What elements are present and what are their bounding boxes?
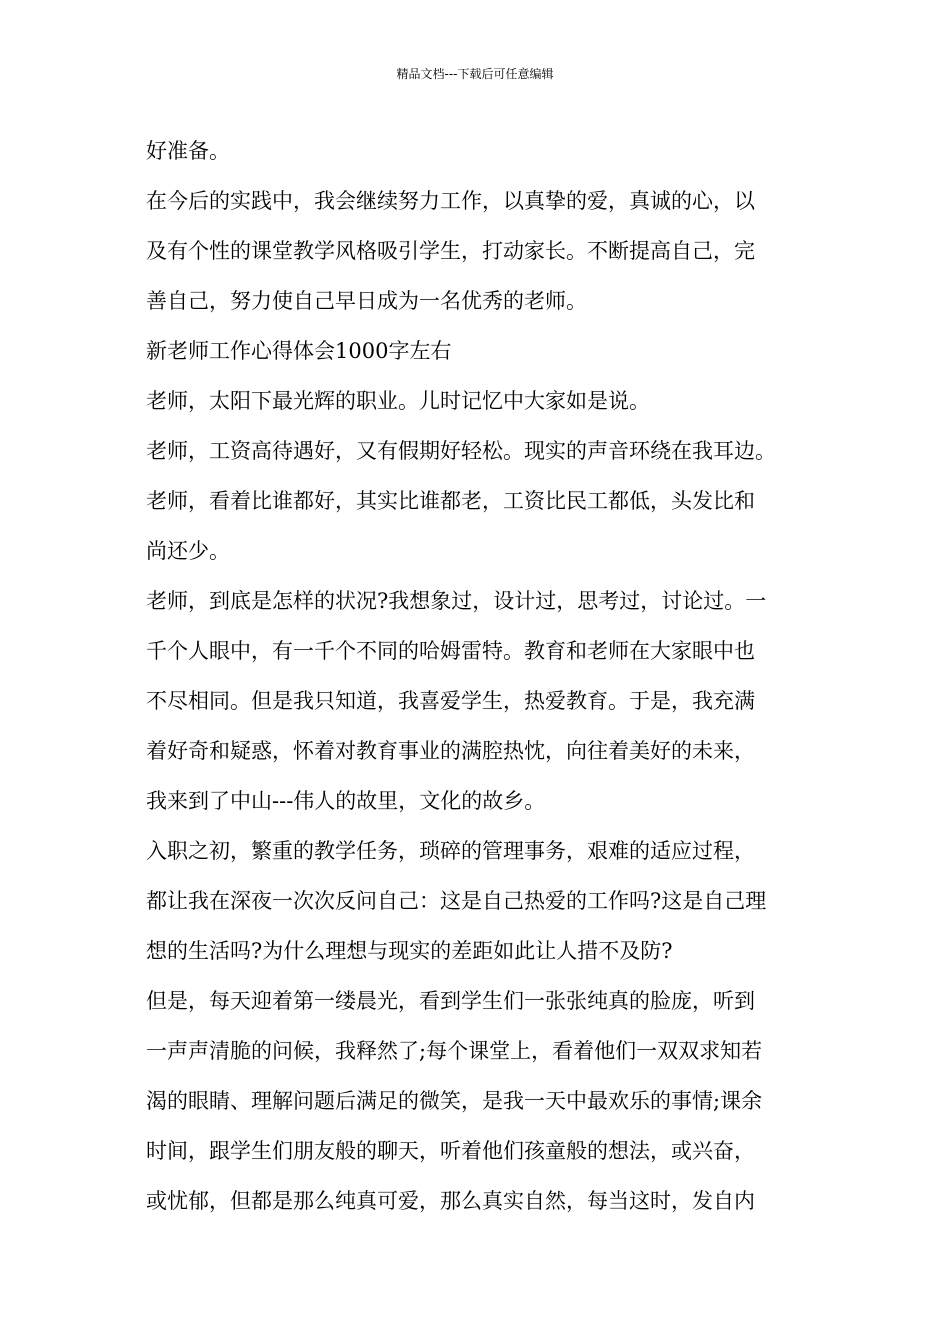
text-line: 不尽相同。但是我只知道，我喜爱学生，热爱教育。于是，我充满 xyxy=(146,689,755,713)
text-line: 老师，看着比谁都好，其实比谁都老，工资比民工都低，头发比和 xyxy=(146,489,755,513)
text-line: 渴的眼睛、理解问题后满足的微笑，是我一天中最欢乐的事情;课余 xyxy=(146,1089,763,1113)
text-line: 老师，工资高待遇好，又有假期好轻松。现实的声音环绕在我耳边。 xyxy=(146,439,776,463)
text-line: 在今后的实践中，我会继续努力工作，以真挚的爱，真诚的心，以 xyxy=(146,189,755,213)
text-line: 尚还少。 xyxy=(146,539,230,563)
text-line: 入职之初，繁重的教学任务，琐碎的管理事务，艰难的适应过程， xyxy=(146,839,755,863)
text-line: 时间，跟学生们朋友般的聊天，听着他们孩童般的想法，或兴奋， xyxy=(146,1139,755,1163)
page-header: 精品文档---下载后可任意编辑 xyxy=(396,67,554,81)
text-line: 或忧郁，但都是那么纯真可爱，那么真实自然，每当这时，发自内 xyxy=(146,1189,755,1213)
document-body xyxy=(146,131,811,1231)
text-line: 好准备。 xyxy=(146,139,230,163)
text-line: 想的生活吗?为什么理想与现实的差距如此让人措不及防? xyxy=(146,939,673,963)
text-line: 但是，每天迎着第一缕晨光，看到学生们一张张纯真的脸庞，听到 xyxy=(146,989,755,1013)
text-line: 及有个性的课堂教学风格吸引学生，打动家长。不断提高自己，完 xyxy=(146,239,755,263)
text-line: 我来到了中山---伟人的故里，文化的故乡。 xyxy=(146,789,546,813)
text-line: 一声声清脆的问候，我释然了;每个课堂上，看着他们一双双求知若 xyxy=(146,1039,763,1063)
text-line: 着好奇和疑惑，怀着对教育事业的满腔热忱，向往着美好的未来， xyxy=(146,739,755,763)
text-line: 老师，太阳下最光辉的职业。儿时记忆中大家如是说。 xyxy=(146,389,650,413)
section-heading: 新老师工作心得体会1000字左右 xyxy=(146,339,452,363)
text-line: 善自己，努力使自己早日成为一名优秀的老师。 xyxy=(146,289,587,313)
text-line: 都让我在深夜一次次反问自己：这是自己热爱的工作吗?这是自己理 xyxy=(146,889,767,913)
text-line: 老师，到底是怎样的状况?我想象过，设计过，思考过，讨论过。一 xyxy=(146,589,767,613)
text-line: 千个人眼中，有一千个不同的哈姆雷特。教育和老师在大家眼中也 xyxy=(146,639,755,663)
